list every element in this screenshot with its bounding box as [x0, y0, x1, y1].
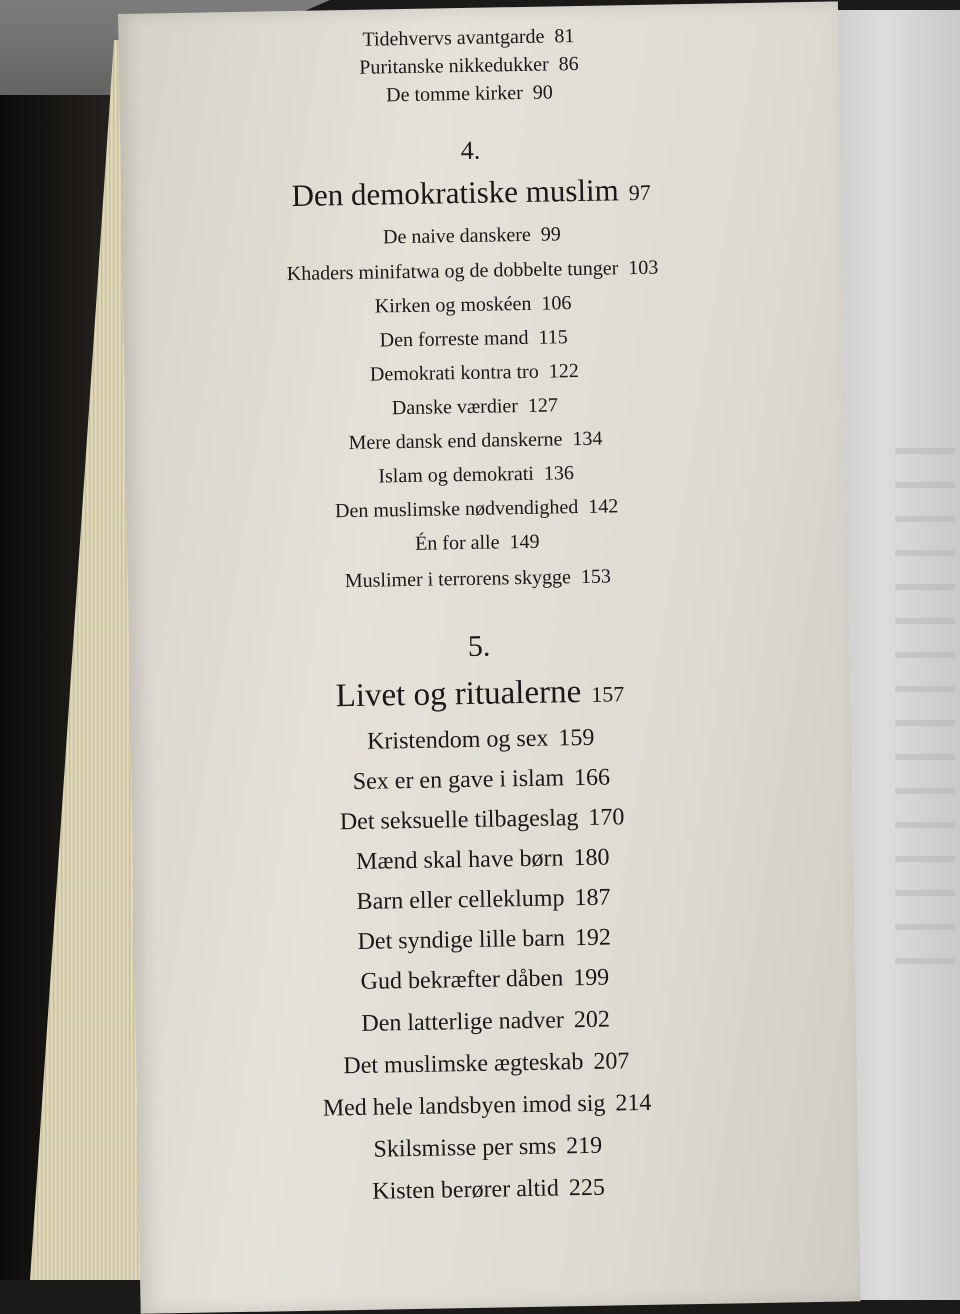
- toc-entry: [264, 359, 684, 386]
- toc-entry: [265, 427, 685, 454]
- entry-title: Mere dansk end danskerne: [348, 428, 563, 455]
- section-number: 4.: [460, 135, 481, 166]
- section-page: 97: [628, 179, 651, 206]
- entry-title: Med hele landsbyen imod sig: [322, 1090, 606, 1122]
- toc-entry: [278, 1174, 698, 1205]
- toc-entry: [267, 529, 687, 556]
- entry-page: 134: [572, 427, 603, 451]
- entry-title: Islam og demokrati: [378, 462, 535, 488]
- entry-title: Puritanske nikkedukker: [359, 53, 549, 79]
- toc-entry: [268, 565, 688, 592]
- toc-entry: [278, 1132, 698, 1163]
- toc-entry: [259, 80, 679, 107]
- entry-page: 90: [532, 81, 553, 104]
- toc-entry: [266, 461, 686, 488]
- entry-page: 103: [628, 256, 659, 280]
- section-title: [190, 671, 771, 718]
- entry-page: 214: [615, 1089, 652, 1117]
- entry-page: 149: [509, 530, 540, 554]
- entry-page: 225: [568, 1174, 606, 1202]
- entry-page: 122: [548, 360, 579, 383]
- entry-title: Det muslimske ægteskab: [343, 1049, 584, 1080]
- entry-title: Den muslimske nødvendighed: [334, 496, 579, 523]
- toc-entry: [262, 222, 682, 249]
- entry-title: Kisten berører altid: [372, 1175, 560, 1205]
- entry-page: 180: [573, 844, 610, 872]
- toc-entry: [273, 884, 693, 915]
- entry-title: Khaders minifatwa og de dobbelte tunger: [286, 257, 619, 286]
- entry-title: Den forreste mand: [379, 326, 529, 352]
- entry-page: 81: [554, 25, 575, 48]
- entry-page: 170: [588, 804, 625, 831]
- entry-page: 199: [572, 964, 610, 992]
- toc-entry: [275, 1006, 695, 1037]
- entry-page: 136: [543, 462, 575, 485]
- entry-title: Det syndige lille barn: [357, 925, 566, 955]
- toc-entry: [263, 291, 683, 318]
- toc-entry: [267, 495, 687, 522]
- entry-title: Kirken og moskéen: [374, 292, 532, 318]
- section-number: 5.: [467, 629, 491, 663]
- section-title-text: Livet og ritualerne: [335, 674, 582, 715]
- toc-entry: [272, 804, 692, 835]
- toc-entry: [275, 964, 695, 995]
- entry-title: Kristendom og sex: [366, 725, 549, 755]
- entry-page: 159: [558, 724, 595, 752]
- toc-entry: [264, 325, 684, 352]
- entry-title: Barn eller celleklump: [356, 885, 565, 915]
- entry-title: Den latterlige nadver: [361, 1007, 565, 1037]
- entry-title: De tomme kirker: [385, 81, 523, 107]
- entry-title: Sex er en gave i islam: [352, 765, 565, 796]
- entry-title: Muslimer i terrorens skygge: [344, 566, 572, 593]
- toc-page: [118, 1, 861, 1313]
- entry-page: 219: [565, 1132, 603, 1160]
- entry-page: 106: [541, 292, 572, 315]
- toc-entry: [273, 844, 693, 875]
- toc-entry: [265, 393, 685, 420]
- entry-title: Mænd skal have børn: [355, 845, 564, 875]
- toc-entry: [274, 924, 694, 955]
- entry-page: 127: [527, 394, 559, 417]
- entry-title: Det seksuelle tilbageslag: [339, 805, 579, 836]
- entry-page: 86: [558, 52, 579, 76]
- toc-entry: [259, 52, 679, 79]
- entry-page: 153: [580, 565, 612, 589]
- entry-page: 187: [574, 884, 611, 912]
- section-title-text: Den demokratiske muslim: [291, 172, 620, 213]
- entry-title: Danske værdier: [391, 395, 519, 420]
- table-of-contents: [118, 1, 861, 1313]
- toc-entry: [258, 24, 678, 51]
- toc-entry: [212, 256, 732, 285]
- entry-title: Skilsmisse per sms: [373, 1133, 557, 1163]
- toc-entry: [271, 724, 691, 755]
- facing-page-shadow: [895, 420, 955, 980]
- entry-title: Demokrati kontra tro: [369, 360, 539, 386]
- entry-page: 166: [573, 764, 611, 792]
- entry-page: 99: [540, 223, 561, 246]
- toc-entry: [247, 1090, 727, 1122]
- entry-title: Tidehvervs avantgarde: [362, 25, 545, 51]
- section-page: 157: [591, 681, 625, 707]
- entry-title: De naive danskere: [382, 223, 531, 249]
- entry-page: 142: [588, 495, 619, 518]
- entry-page: 202: [573, 1006, 611, 1034]
- toc-entry: [271, 764, 691, 795]
- toc-entry: [276, 1048, 696, 1079]
- entry-page: 207: [593, 1048, 630, 1075]
- entry-page: 192: [574, 924, 612, 952]
- entry-page: 115: [538, 326, 568, 349]
- entry-title: Én for alle: [414, 531, 500, 555]
- section-title: [181, 170, 762, 216]
- entry-title: Gud bekræfter dåben: [360, 965, 564, 995]
